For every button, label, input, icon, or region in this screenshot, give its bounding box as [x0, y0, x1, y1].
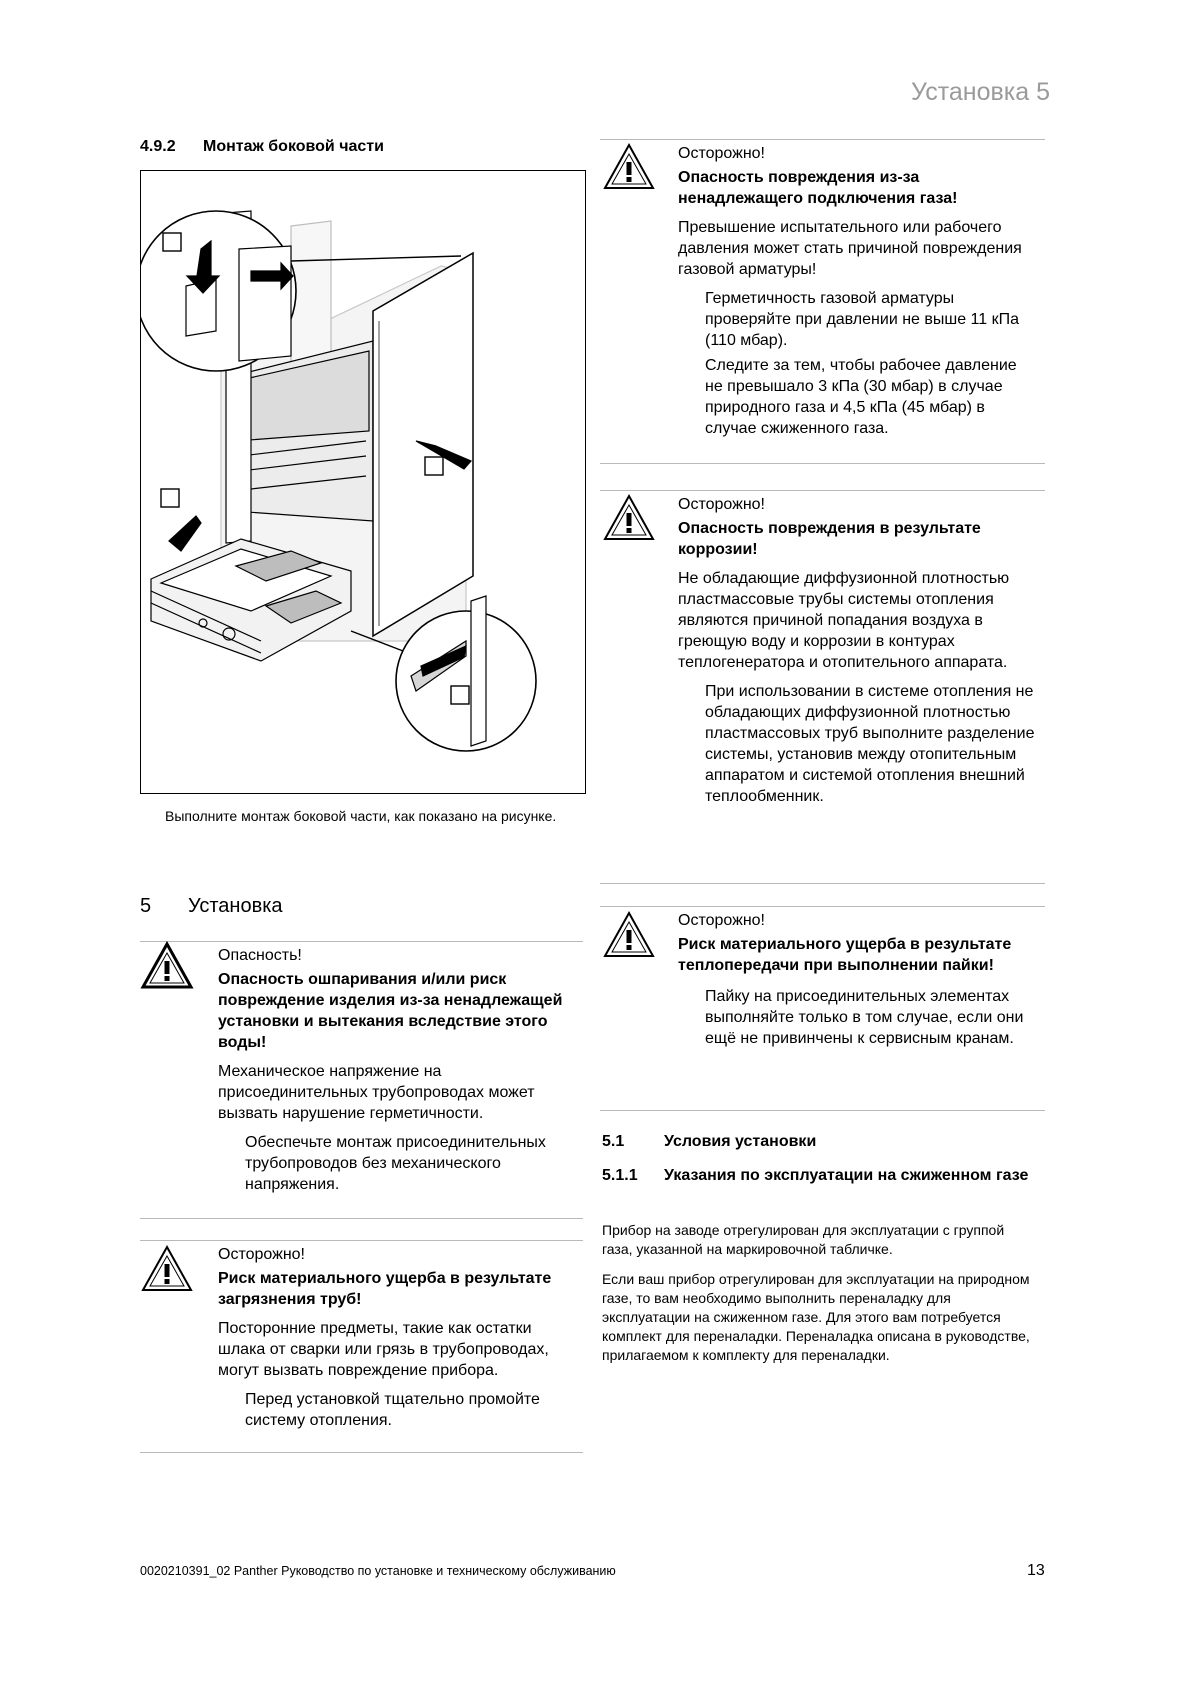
divider: [140, 1240, 583, 1241]
chapter-number: 5: [140, 895, 152, 917]
divider: [600, 490, 1045, 491]
section-number: 5.1: [602, 1133, 625, 1150]
section-heading-4-9-2: [140, 137, 384, 157]
divider: [600, 906, 1045, 907]
divider: [140, 941, 583, 942]
warning-description: Механическое напряжение на присоединительных трубопроводах может вызвать нарушение герметичности.: [218, 1063, 535, 1122]
footer-doc-info: 0020210391_02 Panther Руководство по установке и техническому обслуживанию: [140, 1564, 616, 1578]
warning-action: Следите за тем, чтобы рабочее давление не превышало 3 кПа (30 мбар) в случае природного газа и 4,5 кПа (45 мбар) в случае сжиженного газа.: [705, 357, 1017, 437]
page-number: 13: [1027, 1562, 1045, 1579]
warning-action: Перед установкой тщательно промойте систему отопления.: [245, 1391, 540, 1429]
warning-action: Пайку на присоединительных элементах выполняйте только в том случае, если они ещё не привинчены к сервисным кранам.: [705, 988, 1024, 1047]
section-heading-5-1-1: [602, 1166, 1042, 1186]
warning-actions: [218, 1132, 583, 1195]
warning-signal-word: Осторожно!: [678, 145, 765, 162]
paragraph: Если ваш прибор отрегулирован для эксплуатации на природном газе, то вам необходимо выполнить переналадку для эксплуатации на сжиженном газе. Для этого вам потребуется комплект для переналадки. Переналадка описана в руководстве, прилагаемом к комплекту для переналадки.: [602, 1271, 1030, 1363]
gas-connection-warning: [678, 143, 1033, 443]
warning-signal-word: Осторожно!: [218, 1246, 305, 1263]
warning-headline: Опасность повреждения в результате коррозии!: [678, 520, 981, 558]
divider: [600, 463, 1045, 464]
danger-warning: [218, 945, 583, 1199]
divider: [600, 1110, 1045, 1111]
chapter-heading-5: [140, 894, 283, 918]
warning-description: Не обладающие диффузионной плотностью пластмассовые трубы системы отопления являются причиной попадания воздуха в греющую воду и коррозии в контурах теплогенератора и отопительного аппарата.: [678, 570, 1010, 671]
chapter-title: Установка: [188, 895, 283, 917]
running-header: Установка 5: [910, 78, 1050, 106]
warning-headline: Опасность повреждения из-за ненадлежащего подключения газа!: [678, 169, 958, 207]
section-title: Монтаж боковой части: [203, 138, 384, 155]
warning-signal-word: Опасность!: [218, 947, 302, 964]
warning-action: Герметичность газовой арматуры проверяйте при давлении не выше 11 кПа (110 мбар).: [705, 290, 1020, 349]
warning-headline: Опасность ошпаривания и/или риск повреждение изделия из-за ненадлежащей установки и вытекания вследствие этого воды!: [218, 971, 563, 1051]
warning-description: Превышение испытательного или рабочего давления может стать причиной повреждения газовой арматуры!: [678, 219, 1022, 278]
section-number: 5.1.1: [602, 1167, 638, 1184]
contamination-warning: [218, 1244, 583, 1435]
warning-actions: [218, 1389, 583, 1431]
figure-caption: Выполните монтаж боковой части, как показано на рисунке.: [165, 808, 557, 824]
warning-triangle-icon: [602, 142, 656, 192]
warning-headline: Риск материального ущерба в результате загрязнения труб!: [218, 1270, 552, 1308]
warning-triangle-icon: [140, 1244, 194, 1294]
paragraph: Прибор на заводе отрегулирован для эксплуатации с группой газа, указанной на маркировочной табличке.: [602, 1222, 1005, 1257]
warning-triangle-icon: [602, 493, 656, 543]
warning-signal-word: Осторожно!: [678, 912, 765, 929]
divider: [140, 1218, 583, 1219]
warning-signal-word: Осторожно!: [678, 496, 765, 513]
warning-actions: [678, 986, 1033, 1049]
side-panel-illustration: [141, 171, 584, 792]
divider: [600, 139, 1045, 140]
section-number: 4.9.2: [140, 138, 176, 155]
side-panel-mounting-figure: [140, 170, 586, 794]
warning-actions: [678, 681, 1038, 807]
warning-actions: [678, 288, 1033, 439]
corrosion-warning: [678, 494, 1038, 811]
warning-triangle-icon: [140, 941, 194, 991]
warning-triangle-icon: [602, 910, 656, 960]
section-heading-5-1: [602, 1132, 816, 1152]
warning-headline: Риск материального ущерба в результате теплопередачи при выполнении пайки!: [678, 936, 1012, 974]
warning-action: Обеспечьте монтаж присоединительных трубопроводов без механического напряжения.: [245, 1134, 546, 1193]
warning-action: При использовании в системе отопления не обладающих диффузионной плотностью пластмассовых труб выполните разделение системы, установив между отопительным аппаратом и системой отопления внешний теплообменник.: [705, 683, 1035, 805]
section-title: Указания по эксплуатации на сжиженном газе: [664, 1167, 1029, 1184]
section-title: Условия установки: [664, 1133, 817, 1150]
warning-description: Посторонние предметы, такие как остатки шлака от сварки или грязь в трубопроводах, могут вызвать повреждение прибора.: [218, 1320, 549, 1379]
divider: [600, 883, 1045, 884]
soldering-warning: [678, 910, 1033, 1053]
divider: [140, 1452, 583, 1453]
